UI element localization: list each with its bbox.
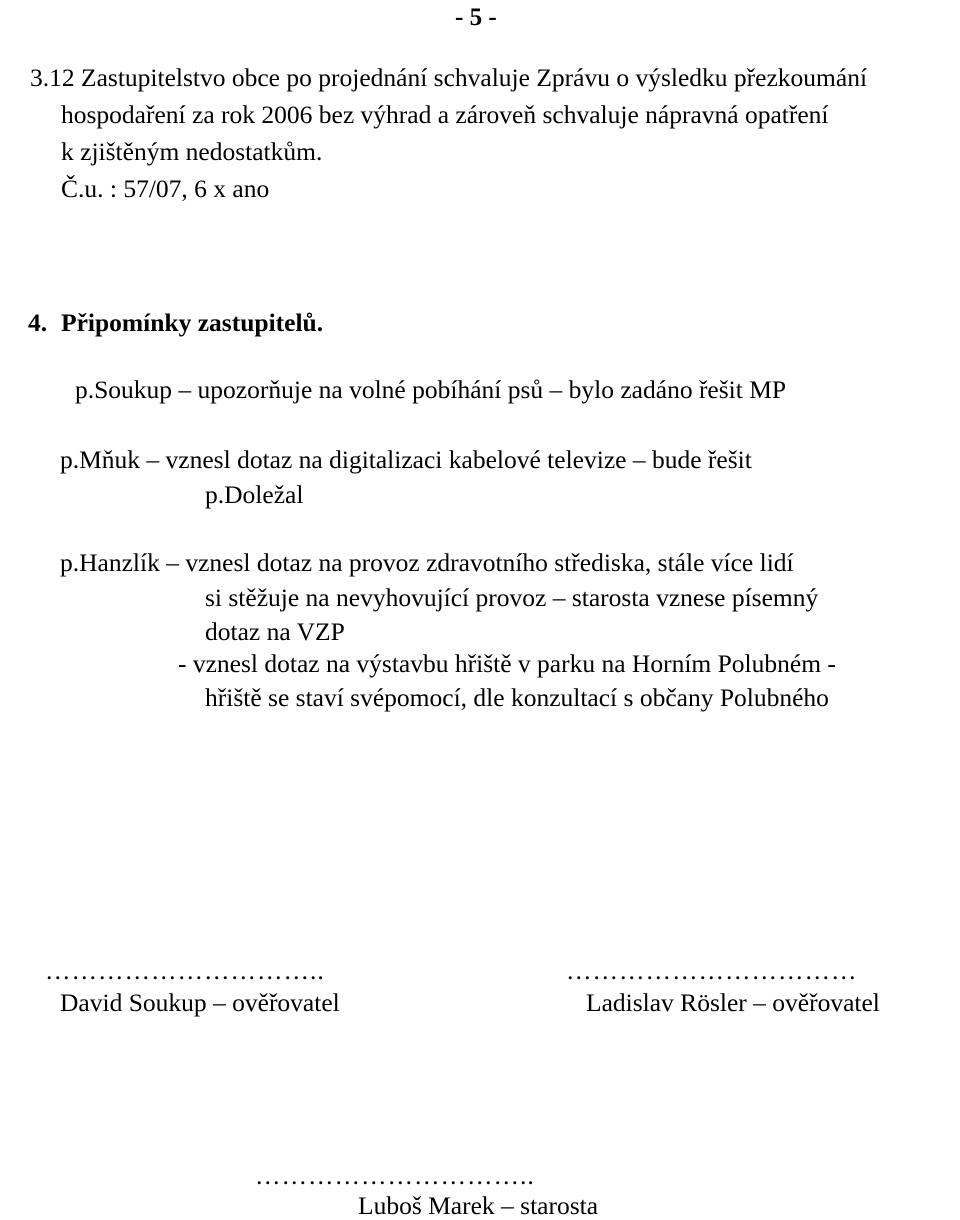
- resolution-line: hospodaření za rok 2006 bez výhrad a zároveň schvaluje nápravná opatření: [61, 100, 829, 129]
- remark-soukup: p.Soukup – upozorňuje na volné pobíhání psů – bylo zadáno řešit MP: [75, 375, 787, 404]
- signature-name: David Soukup – ověřovatel: [60, 988, 340, 1017]
- section-number: 4.: [28, 308, 48, 337]
- signature-name: Ladislav Rösler – ověřovatel: [586, 988, 880, 1017]
- signature-line: …………………………..: [255, 1161, 535, 1190]
- remark-mnuk: p.Mňuk – vznesl dotaz na digitalizaci kabelové televize – bude řešit: [60, 445, 752, 474]
- page-number: - 5 -: [455, 4, 497, 31]
- signature-name: Luboš Marek – starosta: [358, 1191, 599, 1220]
- remark-mnuk-continued: p.Doležal: [205, 480, 304, 509]
- resolution-number: Č.u. : 57/07, 6 x ano: [61, 174, 270, 203]
- signature-line: …………………………..: [45, 956, 325, 985]
- remark-hanzlik-continued: si stěžuje na nevyhovující provoz – starosta vznese písemný: [205, 583, 819, 612]
- remark-hanzlik-second: - vznesl dotaz na výstavbu hřiště v parku na Horním Polubném -: [178, 649, 836, 678]
- signature-line: ……………………………: [566, 956, 858, 985]
- resolution-line: 3.12 Zastupitelstvo obce po projednání schvaluje Zprávu o výsledku přezkoumání: [30, 63, 868, 92]
- section-title: Připomínky zastupitelů.: [61, 308, 324, 337]
- resolution-line: k zjištěným nedostatkům.: [61, 137, 323, 166]
- remark-hanzlik-continued: dotaz na VZP: [205, 617, 345, 646]
- remark-hanzlik: p.Hanzlík – vznesl dotaz na provoz zdravotního střediska, stále více lidí: [60, 548, 794, 577]
- remark-hanzlik-continued: hřiště se staví svépomocí, dle konzultací s občany Polubného: [205, 683, 829, 712]
